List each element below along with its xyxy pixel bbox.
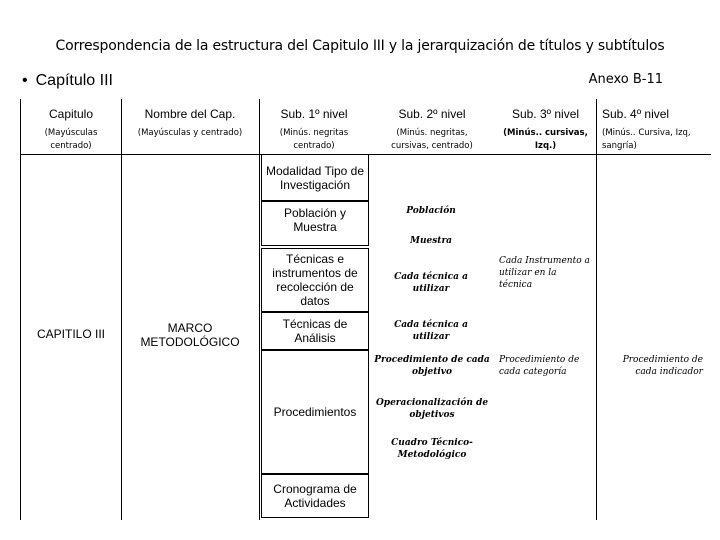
header-sub: (Minús.. Cursiva, Izq, sangría) xyxy=(602,128,691,151)
header-sub3 xyxy=(495,107,596,153)
poblacion-text: Población y Muestra xyxy=(283,206,347,234)
tecnicas-analisis-text: Técnicas de Análisis xyxy=(282,317,348,345)
nombre-cap-value: MARCO METODOLÓGICO xyxy=(140,321,240,349)
tecnica-utilizar-sub: Cada técnica a utilizar xyxy=(394,320,468,342)
procedimiento-categoria-sub: Procedimiento de cada categoría xyxy=(499,355,580,377)
cuadro-sub: Cuadro Técnico-Metodológico xyxy=(391,438,473,460)
instrumento-sub: Cada Instrumento a utilizar en la técnica xyxy=(499,256,590,290)
header-label: Capitulo xyxy=(48,107,94,121)
muestra-sub: Muestra xyxy=(409,236,453,246)
poblacion-box xyxy=(261,201,369,246)
divider xyxy=(121,99,122,520)
header-sub: (Minús. negritas centrado) xyxy=(279,128,349,151)
header-label: Sub. 3º nivel xyxy=(511,107,580,121)
anexo-label: Anexo B-11 xyxy=(588,72,663,87)
bullet-label: Capítulo III xyxy=(35,72,113,89)
section-bullet xyxy=(22,72,113,90)
header-sub4 xyxy=(596,107,711,153)
operacionalizacion-sub: Operacionalización de objetivos xyxy=(375,398,489,420)
modalidad-text: Modalidad Tipo de Investigación xyxy=(265,163,365,192)
header-capitulo xyxy=(21,107,121,153)
cronograma-box xyxy=(261,474,369,518)
divider xyxy=(259,99,260,520)
modalidad-box xyxy=(261,154,369,201)
tecnica-utilizar-sub: Cada técnica a utilizar xyxy=(394,272,468,294)
header-nombre xyxy=(121,107,259,140)
header-label: Sub. 1º nivel xyxy=(280,107,348,121)
header-sub: (Mayúsculas y centrado) xyxy=(137,128,243,138)
procedimiento-objetivo-sub: Procedimiento de cada objetivo xyxy=(374,355,490,377)
structure-table xyxy=(20,99,711,520)
header-label: Sub. 2º nivel xyxy=(398,107,466,121)
poblacion-sub: Población xyxy=(406,206,456,216)
procedimientos-text: Procedimientos xyxy=(273,405,357,419)
tecnicas-recoleccion-text: Técnicas e instrumentos de recolección de datos xyxy=(272,252,358,308)
tecnicas-recoleccion-box xyxy=(261,248,369,312)
cronograma-text: Cronograma de Actividades xyxy=(273,482,357,510)
header-sub: (Mayúsculas centrado) xyxy=(44,128,98,151)
divider xyxy=(596,99,597,520)
header-label: Sub. 4º nivel xyxy=(602,107,670,121)
header-sub2 xyxy=(369,107,495,153)
header-sub: (Minús.. cursivas, Izq.) xyxy=(503,128,588,151)
page-title: Correspondencia de la estructura del Capitulo III y la jerarquización de títulos y subtítulos xyxy=(55,38,665,54)
header-label: Nombre del Cap. xyxy=(144,107,236,121)
bullet-dot-icon: • xyxy=(22,72,28,89)
header-sub: (Minús. negritas, cursivas, centrado) xyxy=(391,128,473,151)
procedimientos-box xyxy=(261,350,369,474)
capitulo-value: CAPITILO III xyxy=(36,327,105,341)
procedimiento-indicador-sub: Procedimiento de cada indicador xyxy=(622,355,703,377)
tecnicas-analisis-box xyxy=(261,312,369,350)
header-sub1 xyxy=(259,107,369,153)
